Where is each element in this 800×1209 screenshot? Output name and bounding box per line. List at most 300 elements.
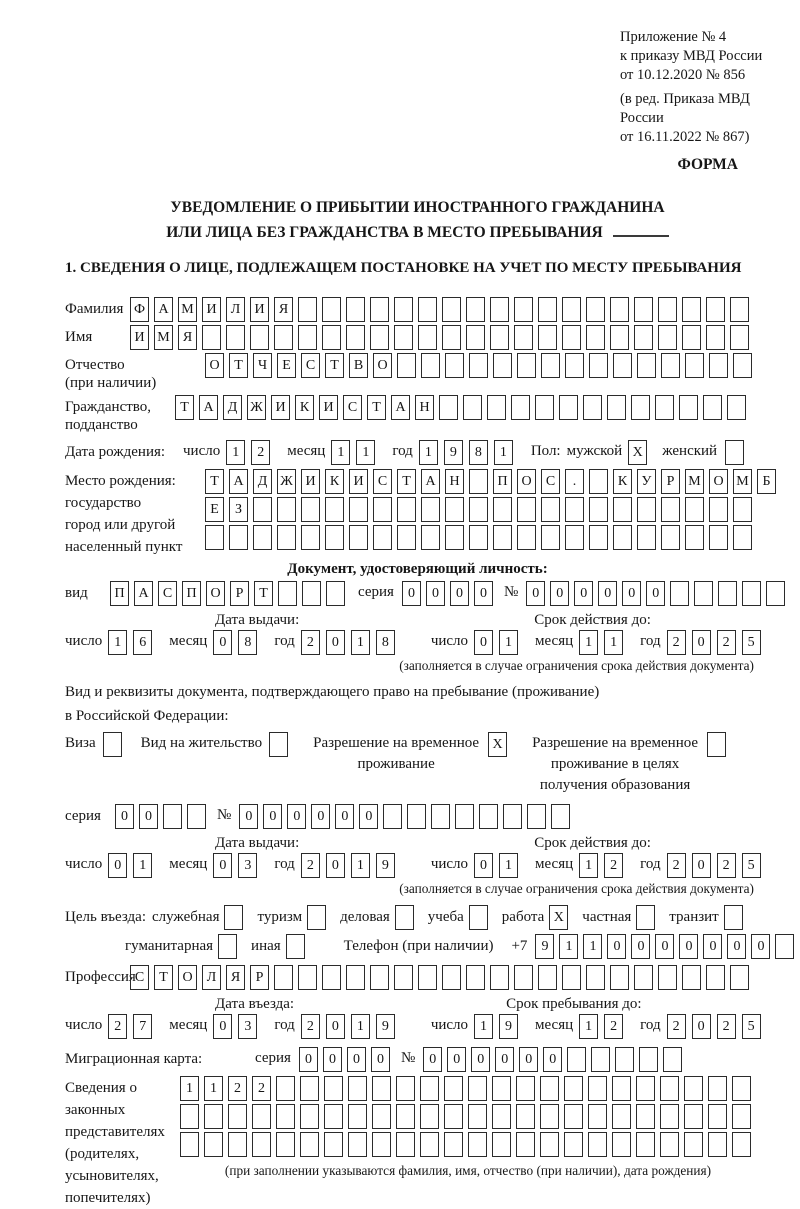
form-cell[interactable] — [346, 965, 365, 990]
form-cell[interactable] — [613, 525, 632, 550]
form-cell[interactable] — [514, 965, 533, 990]
form-cell[interactable] — [565, 497, 584, 522]
form-cell[interactable] — [253, 525, 272, 550]
form-cell[interactable] — [637, 353, 656, 378]
form-cell[interactable]: Е — [277, 353, 296, 378]
form-cell[interactable] — [202, 325, 221, 350]
form-cell[interactable]: Т — [367, 395, 386, 420]
form-cell[interactable] — [514, 297, 533, 322]
form-cell[interactable]: И — [202, 297, 221, 322]
form-cell[interactable]: 0 — [371, 1047, 390, 1072]
study-checkbox[interactable] — [469, 905, 488, 930]
form-cell[interactable] — [541, 525, 560, 550]
form-cell[interactable] — [709, 353, 728, 378]
form-cell[interactable]: 1 — [499, 853, 518, 878]
form-cell[interactable] — [685, 497, 704, 522]
form-cell[interactable]: С — [130, 965, 149, 990]
form-cell[interactable]: 1 — [604, 630, 623, 655]
form-cell[interactable] — [274, 325, 293, 350]
form-cell[interactable]: 2 — [251, 440, 270, 465]
form-cell[interactable] — [276, 1132, 295, 1157]
form-cell[interactable] — [661, 525, 680, 550]
form-cell[interactable]: И — [250, 297, 269, 322]
form-cell[interactable] — [468, 1132, 487, 1157]
form-cell[interactable] — [615, 1047, 634, 1072]
form-cell[interactable] — [610, 325, 629, 350]
form-cell[interactable]: 1 — [579, 630, 598, 655]
form-cell[interactable] — [682, 965, 701, 990]
official-checkbox[interactable] — [224, 905, 243, 930]
form-cell[interactable] — [660, 1076, 679, 1101]
form-cell[interactable]: 0 — [402, 581, 421, 606]
form-cell[interactable]: А — [134, 581, 153, 606]
form-cell[interactable] — [445, 525, 464, 550]
form-cell[interactable] — [565, 525, 584, 550]
form-cell[interactable]: 0 — [335, 804, 354, 829]
form-cell[interactable]: 0 — [495, 1047, 514, 1072]
form-cell[interactable] — [589, 525, 608, 550]
form-cell[interactable]: М — [685, 469, 704, 494]
form-cell[interactable]: 2 — [667, 1014, 686, 1039]
form-cell[interactable] — [445, 497, 464, 522]
form-cell[interactable]: 0 — [299, 1047, 318, 1072]
form-cell[interactable]: 0 — [450, 581, 469, 606]
form-cell[interactable] — [559, 395, 578, 420]
form-cell[interactable] — [492, 1076, 511, 1101]
form-cell[interactable] — [396, 1132, 415, 1157]
form-cell[interactable] — [324, 1076, 343, 1101]
form-cell[interactable]: 0 — [326, 853, 345, 878]
form-cell[interactable] — [466, 325, 485, 350]
form-cell[interactable] — [420, 1132, 439, 1157]
form-cell[interactable] — [394, 325, 413, 350]
form-cell[interactable]: 0 — [311, 804, 330, 829]
form-cell[interactable]: С — [343, 395, 362, 420]
form-cell[interactable] — [685, 525, 704, 550]
form-cell[interactable]: 1 — [133, 853, 152, 878]
form-cell[interactable] — [538, 297, 557, 322]
form-cell[interactable] — [661, 497, 680, 522]
form-cell[interactable] — [670, 581, 689, 606]
form-cell[interactable] — [730, 297, 749, 322]
form-cell[interactable] — [396, 1104, 415, 1129]
form-cell[interactable] — [589, 469, 608, 494]
form-cell[interactable] — [322, 325, 341, 350]
form-cell[interactable] — [516, 1104, 535, 1129]
form-cell[interactable]: 2 — [228, 1076, 247, 1101]
form-cell[interactable] — [442, 965, 461, 990]
form-cell[interactable]: Я — [226, 965, 245, 990]
form-cell[interactable] — [588, 1132, 607, 1157]
form-cell[interactable]: О — [709, 469, 728, 494]
form-cell[interactable] — [636, 1076, 655, 1101]
form-cell[interactable] — [564, 1076, 583, 1101]
form-cell[interactable] — [610, 965, 629, 990]
form-cell[interactable]: 0 — [692, 630, 711, 655]
form-cell[interactable] — [397, 497, 416, 522]
form-cell[interactable]: 0 — [646, 581, 665, 606]
form-cell[interactable]: Р — [661, 469, 680, 494]
form-cell[interactable]: 1 — [579, 853, 598, 878]
form-cell[interactable]: Т — [254, 581, 273, 606]
form-cell[interactable] — [493, 525, 512, 550]
form-cell[interactable]: Т — [325, 353, 344, 378]
form-cell[interactable]: 1 — [351, 1014, 370, 1039]
form-cell[interactable]: 0 — [213, 1014, 232, 1039]
form-cell[interactable] — [732, 1132, 751, 1157]
form-cell[interactable] — [463, 395, 482, 420]
form-cell[interactable] — [372, 1076, 391, 1101]
form-cell[interactable]: 0 — [692, 853, 711, 878]
form-cell[interactable] — [421, 353, 440, 378]
form-cell[interactable]: И — [301, 469, 320, 494]
form-cell[interactable]: 1 — [331, 440, 350, 465]
form-cell[interactable] — [718, 581, 737, 606]
form-cell[interactable] — [730, 965, 749, 990]
form-cell[interactable]: С — [373, 469, 392, 494]
form-cell[interactable]: 0 — [703, 934, 722, 959]
form-cell[interactable] — [540, 1104, 559, 1129]
form-cell[interactable] — [252, 1104, 271, 1129]
form-cell[interactable]: С — [301, 353, 320, 378]
form-cell[interactable] — [684, 1104, 703, 1129]
form-cell[interactable] — [346, 297, 365, 322]
form-cell[interactable] — [324, 1132, 343, 1157]
form-cell[interactable] — [326, 581, 345, 606]
form-cell[interactable]: 0 — [347, 1047, 366, 1072]
form-cell[interactable]: И — [349, 469, 368, 494]
form-cell[interactable] — [277, 497, 296, 522]
form-cell[interactable]: 0 — [550, 581, 569, 606]
form-cell[interactable] — [300, 1132, 319, 1157]
form-cell[interactable]: П — [493, 469, 512, 494]
form-cell[interactable] — [383, 804, 402, 829]
form-cell[interactable]: М — [733, 469, 752, 494]
form-cell[interactable]: А — [229, 469, 248, 494]
form-cell[interactable] — [564, 1132, 583, 1157]
form-cell[interactable] — [503, 804, 522, 829]
form-cell[interactable]: 0 — [447, 1047, 466, 1072]
form-cell[interactable]: 0 — [287, 804, 306, 829]
form-cell[interactable] — [586, 965, 605, 990]
form-cell[interactable] — [372, 1132, 391, 1157]
form-cell[interactable]: 0 — [607, 934, 626, 959]
form-cell[interactable] — [252, 1132, 271, 1157]
form-cell[interactable]: 0 — [471, 1047, 490, 1072]
form-cell[interactable]: А — [421, 469, 440, 494]
form-cell[interactable]: 0 — [751, 934, 770, 959]
form-cell[interactable] — [370, 297, 389, 322]
form-cell[interactable] — [300, 1104, 319, 1129]
form-cell[interactable] — [493, 497, 512, 522]
form-cell[interactable]: 2 — [604, 853, 623, 878]
form-cell[interactable] — [324, 1104, 343, 1129]
form-cell[interactable] — [634, 325, 653, 350]
form-cell[interactable] — [205, 525, 224, 550]
tourism-checkbox[interactable] — [307, 905, 326, 930]
form-cell[interactable] — [706, 965, 725, 990]
form-cell[interactable]: 0 — [474, 581, 493, 606]
form-cell[interactable]: К — [295, 395, 314, 420]
form-cell[interactable] — [298, 965, 317, 990]
form-cell[interactable] — [562, 297, 581, 322]
form-cell[interactable] — [589, 497, 608, 522]
form-cell[interactable]: Н — [415, 395, 434, 420]
form-cell[interactable] — [517, 525, 536, 550]
form-cell[interactable] — [466, 297, 485, 322]
form-cell[interactable] — [298, 325, 317, 350]
form-cell[interactable] — [394, 297, 413, 322]
form-cell[interactable] — [540, 1076, 559, 1101]
form-cell[interactable] — [492, 1104, 511, 1129]
form-cell[interactable] — [694, 581, 713, 606]
form-cell[interactable] — [706, 325, 725, 350]
form-cell[interactable]: 5 — [742, 1014, 761, 1039]
form-cell[interactable]: 2 — [667, 630, 686, 655]
form-cell[interactable]: Я — [178, 325, 197, 350]
form-cell[interactable] — [348, 1076, 367, 1101]
form-cell[interactable] — [660, 1132, 679, 1157]
form-cell[interactable] — [612, 1076, 631, 1101]
form-cell[interactable] — [660, 1104, 679, 1129]
form-cell[interactable] — [562, 325, 581, 350]
form-cell[interactable] — [586, 325, 605, 350]
form-cell[interactable] — [442, 325, 461, 350]
form-cell[interactable]: 0 — [423, 1047, 442, 1072]
form-cell[interactable] — [637, 525, 656, 550]
form-cell[interactable]: У — [637, 469, 656, 494]
form-cell[interactable]: 1 — [583, 934, 602, 959]
form-cell[interactable]: 0 — [574, 581, 593, 606]
form-cell[interactable]: 1 — [226, 440, 245, 465]
form-cell[interactable]: О — [178, 965, 197, 990]
form-cell[interactable] — [613, 497, 632, 522]
form-cell[interactable]: 9 — [535, 934, 554, 959]
form-cell[interactable] — [322, 297, 341, 322]
form-cell[interactable] — [468, 1076, 487, 1101]
form-cell[interactable]: Т — [205, 469, 224, 494]
form-cell[interactable]: А — [199, 395, 218, 420]
form-cell[interactable]: 1 — [180, 1076, 199, 1101]
form-cell[interactable] — [444, 1104, 463, 1129]
form-cell[interactable]: И — [130, 325, 149, 350]
form-cell[interactable] — [727, 395, 746, 420]
form-cell[interactable] — [466, 965, 485, 990]
form-cell[interactable] — [204, 1104, 223, 1129]
form-cell[interactable]: 0 — [727, 934, 746, 959]
form-cell[interactable]: О — [517, 469, 536, 494]
form-cell[interactable] — [226, 325, 245, 350]
form-cell[interactable]: 1 — [559, 934, 578, 959]
form-cell[interactable] — [163, 804, 182, 829]
form-cell[interactable]: 0 — [326, 1014, 345, 1039]
form-cell[interactable] — [229, 525, 248, 550]
form-cell[interactable] — [634, 297, 653, 322]
form-cell[interactable]: 2 — [717, 853, 736, 878]
form-cell[interactable]: 2 — [301, 853, 320, 878]
form-cell[interactable] — [444, 1132, 463, 1157]
form-cell[interactable]: 0 — [519, 1047, 538, 1072]
form-cell[interactable]: 2 — [604, 1014, 623, 1039]
form-cell[interactable] — [180, 1104, 199, 1129]
form-cell[interactable]: Д — [253, 469, 272, 494]
form-cell[interactable]: 1 — [108, 630, 127, 655]
form-cell[interactable] — [479, 804, 498, 829]
form-cell[interactable] — [180, 1132, 199, 1157]
form-cell[interactable] — [490, 965, 509, 990]
form-cell[interactable] — [250, 325, 269, 350]
form-cell[interactable]: 5 — [742, 630, 761, 655]
form-cell[interactable] — [420, 1076, 439, 1101]
form-cell[interactable]: 2 — [301, 1014, 320, 1039]
form-cell[interactable] — [517, 497, 536, 522]
form-cell[interactable] — [420, 1104, 439, 1129]
form-cell[interactable] — [276, 1104, 295, 1129]
form-cell[interactable]: Д — [223, 395, 242, 420]
form-cell[interactable] — [431, 804, 450, 829]
form-cell[interactable] — [490, 325, 509, 350]
form-cell[interactable] — [302, 581, 321, 606]
form-cell[interactable] — [253, 497, 272, 522]
form-cell[interactable]: К — [325, 469, 344, 494]
form-cell[interactable] — [636, 1104, 655, 1129]
form-cell[interactable] — [565, 353, 584, 378]
form-cell[interactable]: 2 — [108, 1014, 127, 1039]
form-cell[interactable]: Ж — [247, 395, 266, 420]
form-cell[interactable] — [439, 395, 458, 420]
form-cell[interactable]: 0 — [213, 853, 232, 878]
form-cell[interactable]: О — [373, 353, 392, 378]
form-cell[interactable] — [663, 1047, 682, 1072]
form-cell[interactable] — [325, 497, 344, 522]
form-cell[interactable] — [300, 1076, 319, 1101]
form-cell[interactable] — [730, 325, 749, 350]
form-cell[interactable] — [541, 497, 560, 522]
form-cell[interactable]: 1 — [579, 1014, 598, 1039]
form-cell[interactable]: П — [182, 581, 201, 606]
form-cell[interactable]: 0 — [622, 581, 641, 606]
form-cell[interactable] — [733, 497, 752, 522]
form-cell[interactable] — [418, 965, 437, 990]
form-cell[interactable]: Л — [226, 297, 245, 322]
form-cell[interactable]: 0 — [115, 804, 134, 829]
form-cell[interactable] — [562, 965, 581, 990]
form-cell[interactable]: 0 — [213, 630, 232, 655]
form-cell[interactable] — [348, 1132, 367, 1157]
visa-checkbox[interactable] — [103, 732, 122, 757]
form-cell[interactable] — [684, 1132, 703, 1157]
form-cell[interactable]: 2 — [717, 1014, 736, 1039]
form-cell[interactable]: А — [391, 395, 410, 420]
other-checkbox[interactable] — [286, 934, 305, 959]
form-cell[interactable]: 0 — [526, 581, 545, 606]
form-cell[interactable] — [564, 1104, 583, 1129]
form-cell[interactable]: В — [349, 353, 368, 378]
form-cell[interactable] — [583, 395, 602, 420]
form-cell[interactable] — [421, 525, 440, 550]
form-cell[interactable] — [228, 1132, 247, 1157]
form-cell[interactable]: 1 — [419, 440, 438, 465]
form-cell[interactable]: Н — [445, 469, 464, 494]
form-cell[interactable] — [278, 581, 297, 606]
form-cell[interactable]: М — [154, 325, 173, 350]
form-cell[interactable]: 8 — [238, 630, 257, 655]
form-cell[interactable] — [685, 353, 704, 378]
form-cell[interactable] — [276, 1076, 295, 1101]
form-cell[interactable] — [732, 1076, 751, 1101]
form-cell[interactable]: 5 — [742, 853, 761, 878]
form-cell[interactable] — [444, 1076, 463, 1101]
form-cell[interactable] — [349, 525, 368, 550]
form-cell[interactable]: И — [271, 395, 290, 420]
form-cell[interactable] — [469, 353, 488, 378]
form-cell[interactable] — [346, 325, 365, 350]
form-cell[interactable] — [612, 1104, 631, 1129]
form-cell[interactable] — [586, 297, 605, 322]
form-cell[interactable]: С — [158, 581, 177, 606]
form-cell[interactable] — [733, 353, 752, 378]
form-cell[interactable] — [487, 395, 506, 420]
form-cell[interactable]: 0 — [139, 804, 158, 829]
form-cell[interactable]: 9 — [499, 1014, 518, 1039]
form-cell[interactable] — [373, 497, 392, 522]
form-cell[interactable]: 1 — [494, 440, 513, 465]
form-cell[interactable] — [661, 353, 680, 378]
form-cell[interactable] — [709, 497, 728, 522]
form-cell[interactable]: С — [541, 469, 560, 494]
form-cell[interactable] — [637, 497, 656, 522]
form-cell[interactable]: Т — [229, 353, 248, 378]
form-cell[interactable] — [325, 525, 344, 550]
form-cell[interactable] — [397, 353, 416, 378]
form-cell[interactable] — [591, 1047, 610, 1072]
form-cell[interactable] — [469, 497, 488, 522]
form-cell[interactable]: 0 — [108, 853, 127, 878]
form-cell[interactable]: 0 — [474, 630, 493, 655]
form-cell[interactable] — [322, 965, 341, 990]
transit-checkbox[interactable] — [724, 905, 743, 930]
form-cell[interactable] — [708, 1076, 727, 1101]
form-cell[interactable]: 3 — [238, 853, 257, 878]
form-cell[interactable]: 8 — [469, 440, 488, 465]
form-cell[interactable]: М — [178, 297, 197, 322]
form-cell[interactable] — [418, 297, 437, 322]
form-cell[interactable] — [516, 1076, 535, 1101]
form-cell[interactable]: 0 — [692, 1014, 711, 1039]
form-cell[interactable] — [397, 525, 416, 550]
form-cell[interactable]: А — [154, 297, 173, 322]
private-checkbox[interactable] — [636, 905, 655, 930]
form-cell[interactable] — [492, 1132, 511, 1157]
form-cell[interactable] — [636, 1132, 655, 1157]
form-cell[interactable] — [349, 497, 368, 522]
form-cell[interactable] — [455, 804, 474, 829]
form-cell[interactable] — [396, 1076, 415, 1101]
form-cell[interactable]: 0 — [679, 934, 698, 959]
form-cell[interactable] — [610, 297, 629, 322]
form-cell[interactable]: 0 — [543, 1047, 562, 1072]
form-cell[interactable]: 8 — [376, 630, 395, 655]
form-cell[interactable] — [703, 395, 722, 420]
form-cell[interactable] — [445, 353, 464, 378]
form-cell[interactable] — [613, 353, 632, 378]
form-cell[interactable] — [535, 395, 554, 420]
form-cell[interactable]: Я — [274, 297, 293, 322]
form-cell[interactable]: 1 — [499, 630, 518, 655]
humanitarian-checkbox[interactable] — [218, 934, 237, 959]
form-cell[interactable] — [551, 804, 570, 829]
form-cell[interactable]: Л — [202, 965, 221, 990]
